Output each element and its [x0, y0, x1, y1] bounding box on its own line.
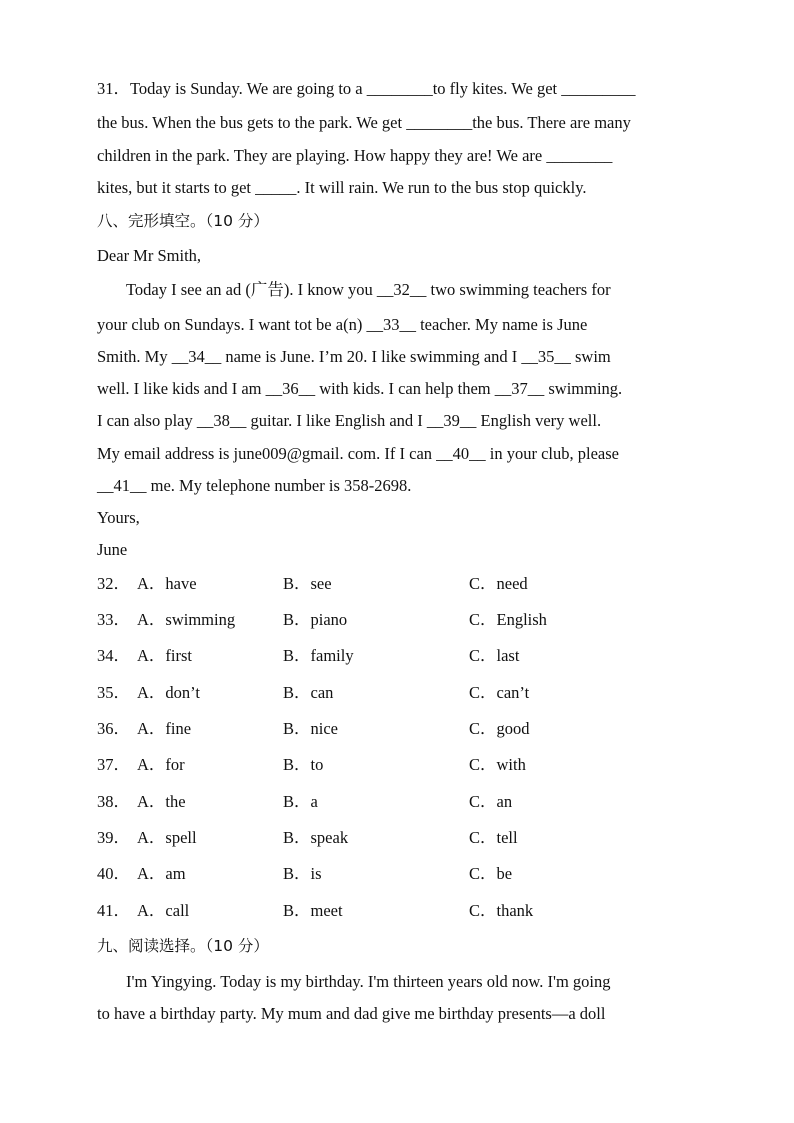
option-c[interactable]: C．an — [469, 792, 513, 811]
option-b[interactable]: B．a — [283, 792, 318, 811]
option-row-33 — [97, 610, 705, 630]
letter-salutation: Dear Mr Smith, — [97, 246, 202, 265]
option-a[interactable]: A．spell — [137, 828, 197, 847]
option-row-32 — [97, 574, 705, 594]
option-row-36 — [97, 719, 705, 739]
letter-signature: June — [97, 540, 128, 559]
option-c[interactable]: C．be — [469, 864, 513, 883]
option-c[interactable]: C．last — [469, 646, 520, 665]
letter-closing: Yours, — [97, 508, 140, 527]
question-number: 33． — [97, 610, 130, 629]
option-row-40 — [97, 864, 705, 884]
option-b[interactable]: B．family — [283, 646, 354, 665]
cloze-passage-line-7: __41__ me. My telephone number is 358-2698. — [97, 476, 412, 495]
option-a[interactable]: A．for — [137, 755, 185, 774]
option-row-35 — [97, 683, 705, 703]
option-b[interactable]: B．nice — [283, 719, 338, 738]
cloze-passage-line-6: My email address is june009@gmail. com. If I can __40__ in your club, please — [97, 444, 619, 463]
cloze-passage-line-4: well. I like kids and I am __36__ with kids. I can help them __37__ swimming. — [97, 379, 623, 398]
question-number: 35． — [97, 683, 130, 702]
question-number: 38． — [97, 792, 130, 811]
section-9-heading: 九、阅读选择。（10 分） — [97, 937, 269, 955]
option-a[interactable]: A．fine — [137, 719, 192, 738]
option-row-41 — [97, 901, 705, 921]
option-c[interactable]: C．thank — [469, 901, 534, 920]
q31-line-3: children in the park. They are playing. How happy they are! We are ________ — [97, 146, 613, 165]
question-number: 40． — [97, 864, 130, 883]
question-number: 32． — [97, 574, 130, 593]
section-8-heading: 八、完形填空。（10 分） — [97, 212, 269, 230]
option-b[interactable]: B．see — [283, 574, 332, 593]
option-b[interactable]: B．piano — [283, 610, 348, 629]
option-row-37 — [97, 755, 705, 775]
option-row-38 — [97, 792, 705, 812]
option-a[interactable]: A．swimming — [137, 610, 236, 629]
question-number: 36． — [97, 719, 130, 738]
q31-line-2: the bus. When the bus gets to the park. We get ________the bus. There are many — [97, 113, 631, 132]
option-b[interactable]: B．is — [283, 864, 322, 883]
option-c[interactable]: C．need — [469, 574, 528, 593]
question-number: 39． — [97, 828, 130, 847]
reading-passage-line-2: to have a birthday party. My mum and dad give me birthday presents—a doll — [97, 1004, 606, 1023]
option-row-34 — [97, 646, 705, 666]
option-a[interactable]: A．call — [137, 901, 190, 920]
option-a[interactable]: A．first — [137, 646, 192, 665]
option-row-39 — [97, 828, 705, 848]
option-b[interactable]: B．to — [283, 755, 324, 774]
option-a[interactable]: A．the — [137, 792, 186, 811]
option-c[interactable]: C．can’t — [469, 683, 530, 702]
cloze-passage-line-1: Today I see an ad (广告). I know you __32__ two swimming teachers for — [126, 280, 611, 299]
q31-line-1: 31．Today is Sunday. We are going to a ________to fly kites. We get _________ — [97, 79, 636, 98]
question-number: 41． — [97, 901, 130, 920]
cloze-passage-line-3: Smith. My __34__ name is June. I’m 20. I like swimming and I __35__ swim — [97, 347, 611, 366]
option-b[interactable]: B．can — [283, 683, 334, 702]
option-b[interactable]: B．meet — [283, 901, 343, 920]
option-a[interactable]: A．am — [137, 864, 186, 883]
question-number: 37． — [97, 755, 130, 774]
q31-line-4: kites, but it starts to get _____. It will rain. We run to the bus stop quickly. — [97, 178, 587, 197]
option-c[interactable]: C．good — [469, 719, 530, 738]
option-c[interactable]: C．tell — [469, 828, 518, 847]
cloze-passage-line-2: your club on Sundays. I want tot be a(n) __33__ teacher. My name is June — [97, 315, 588, 334]
question-number: 34． — [97, 646, 130, 665]
option-b[interactable]: B．speak — [283, 828, 349, 847]
option-a[interactable]: A．have — [137, 574, 197, 593]
reading-passage-line-1: I'm Yingying. Today is my birthday. I'm thirteen years old now. I'm going — [126, 972, 611, 991]
cloze-passage-line-5: I can also play __38__ guitar. I like English and I __39__ English very well. — [97, 411, 602, 430]
option-a[interactable]: A．don’t — [137, 683, 200, 702]
option-c[interactable]: C．with — [469, 755, 526, 774]
option-c[interactable]: C．English — [469, 610, 547, 629]
